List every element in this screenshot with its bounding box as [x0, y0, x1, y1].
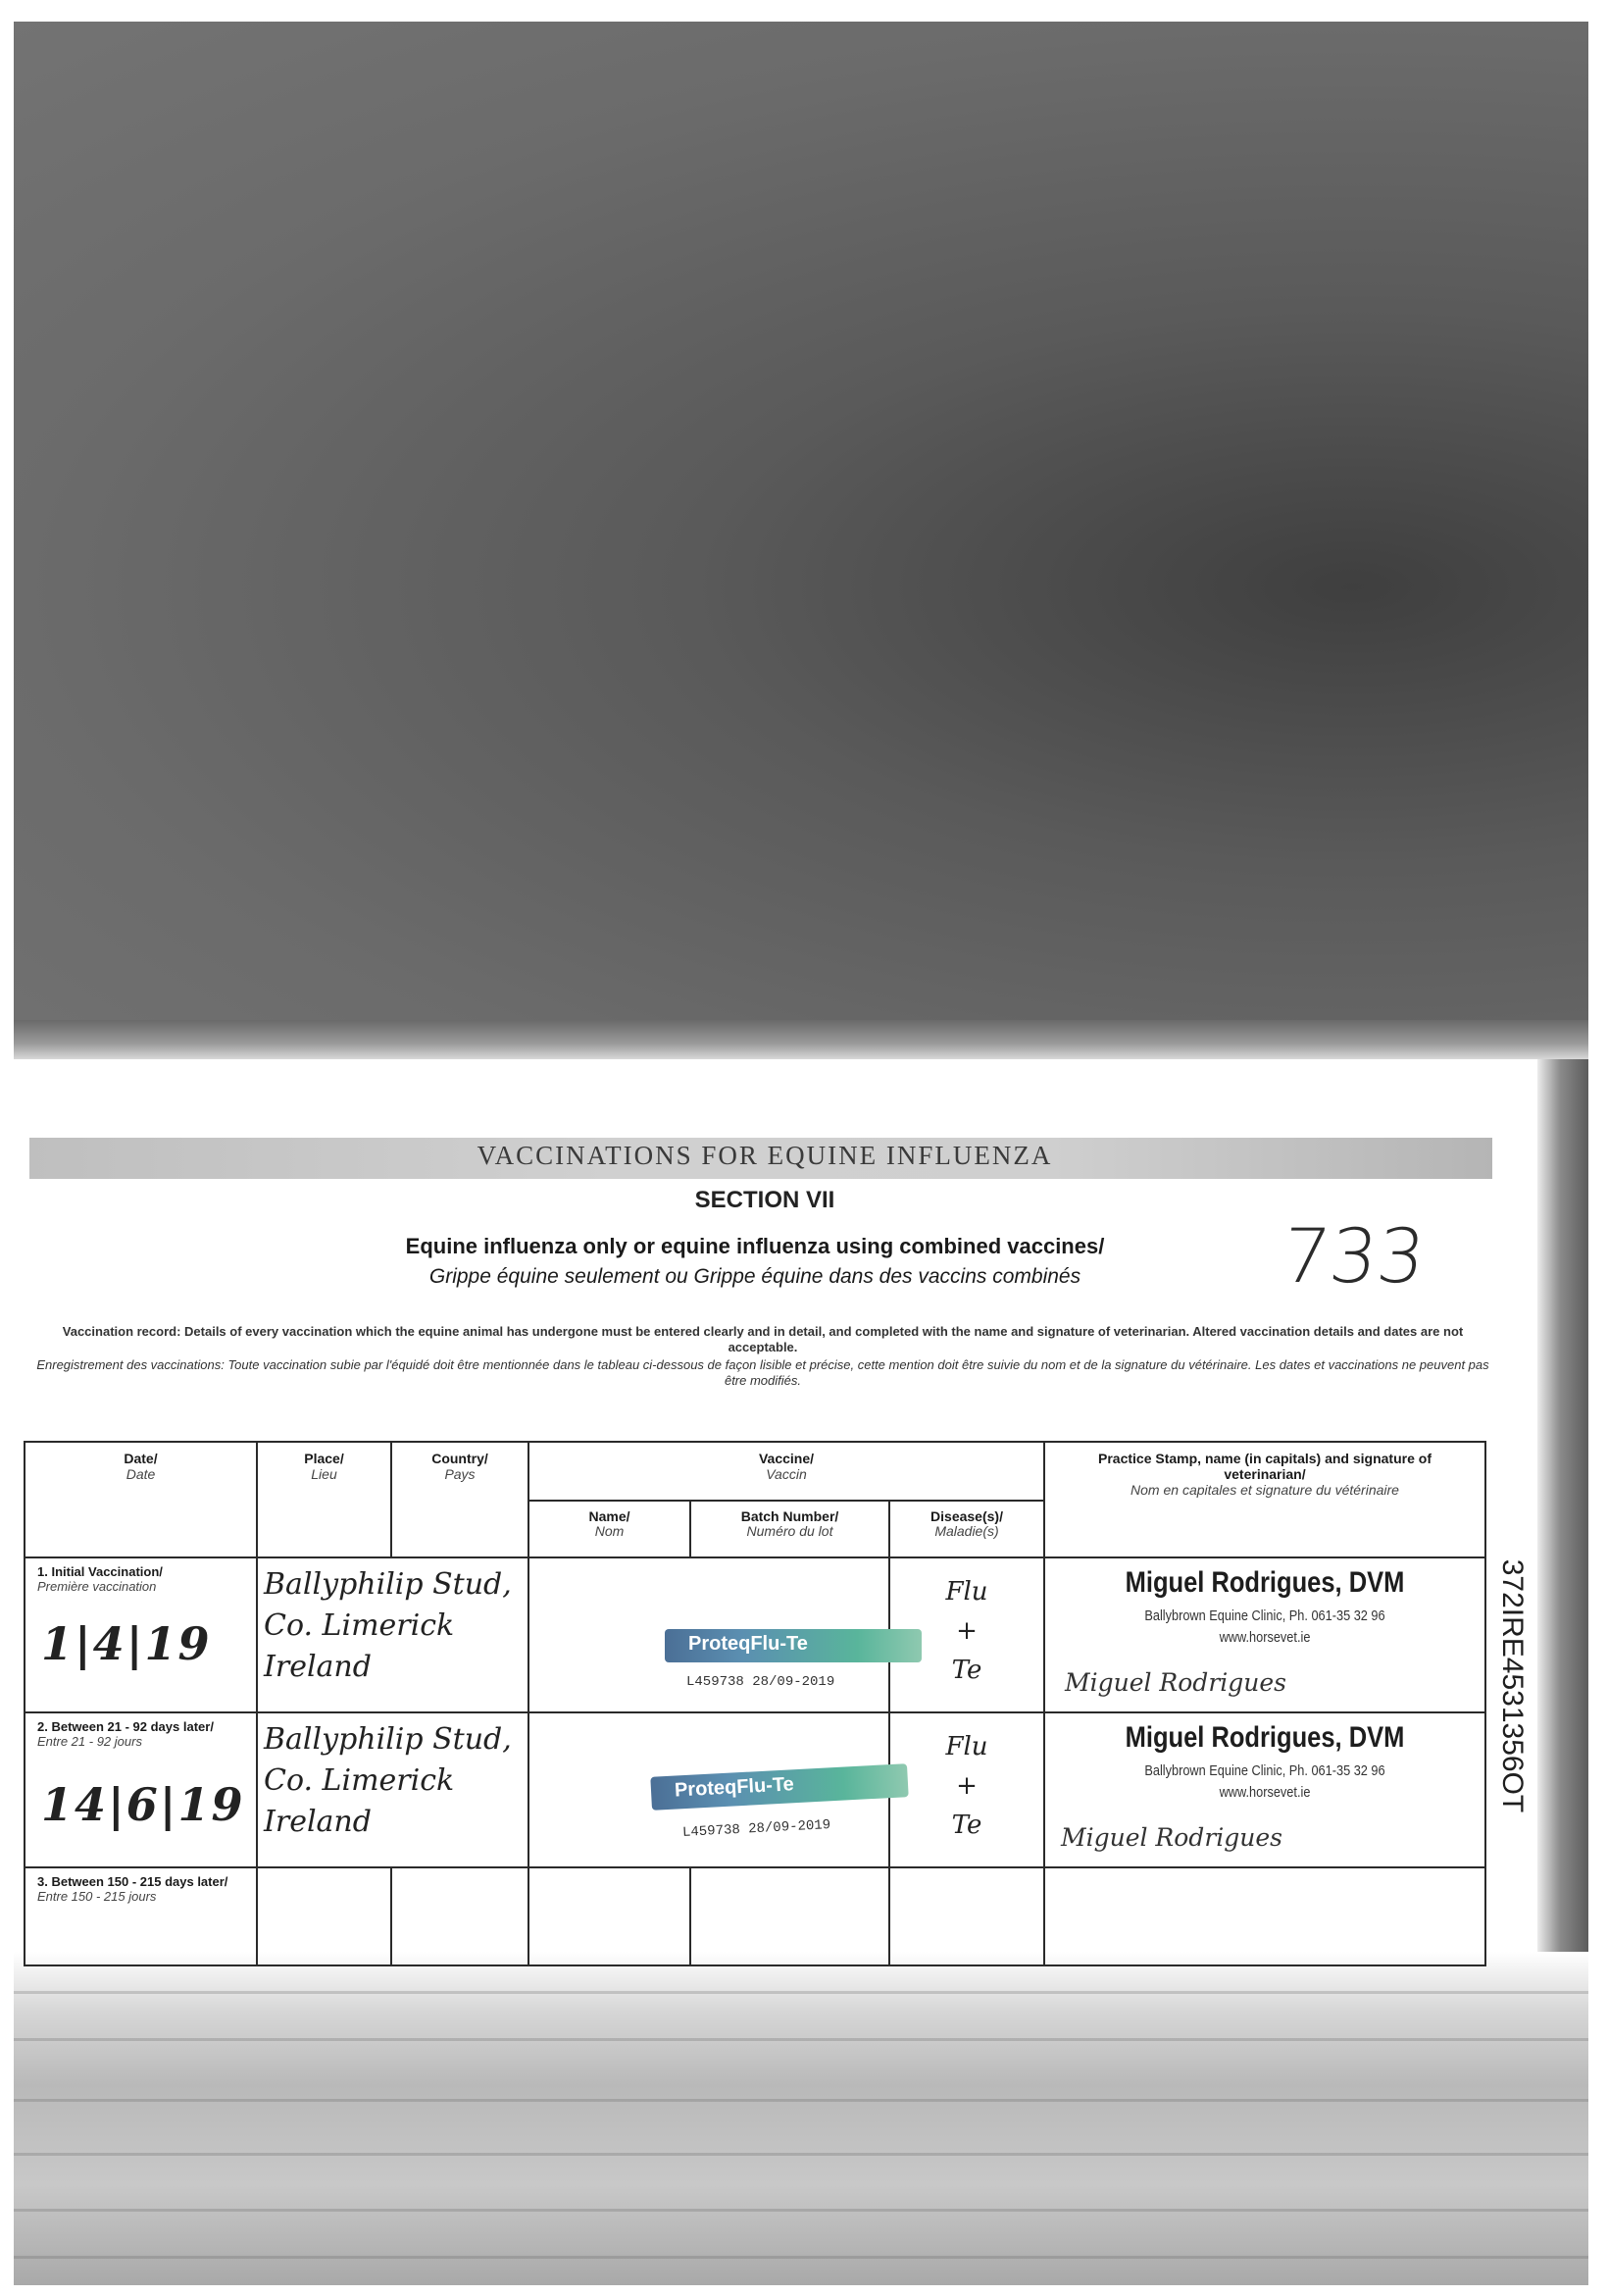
header-vaccine: Vaccine/ Vaccin [528, 1442, 1044, 1501]
row-1-stamp-web: www.horsevet.ie [1219, 1629, 1311, 1646]
header-practice-stamp: Practice Stamp, name (in capitals) and signature of veterinarian/ Nom en capitales et signature du vétérinaire [1044, 1442, 1485, 1557]
subtitle-english: Equine influenza only or equine influenza using combined vaccines/ [405, 1234, 1105, 1258]
subtitle-french: Grippe équine seulement ou Grippe équine dans des vaccins combinés [428, 1265, 1081, 1288]
instructions-french: Enregistrement des vaccinations: Toute vaccination subie par l'équidé doit être mentionnée dans le tableau ci-dessous de façon lisible et précise, cette mention doit être suivie du nom et de la signature du vétérinaire. Les dates et vaccinations ne peuvent pas être modifiés. [36, 1357, 1489, 1388]
header-diseases: Disease(s)/ Maladie(s) [889, 1501, 1044, 1557]
row-2-date: 14|6|19 [41, 1778, 245, 1831]
handwritten-page-number: 733 [1278, 1212, 1430, 1300]
row-1-diseases: Flu + Te [945, 1577, 988, 1685]
row-2-date-cell [25, 1712, 257, 1867]
row-2-place: Ballyphilip Stud, Co. Limerick Ireland [264, 1722, 512, 1839]
row-1-disease-cell [889, 1557, 1044, 1712]
section-number: SECTION VII [694, 1187, 835, 1213]
row-3-country-cell [391, 1867, 528, 1965]
side-serial-number: 372IRE4531356OT [1496, 1558, 1529, 1813]
row-2-signature: Miguel Rodrigues [1061, 1823, 1282, 1852]
row-1-stamp-clinic: Ballybrown Equine Clinic, Ph. 061-35 32 96 [1144, 1607, 1385, 1624]
row-2-diseases: Flu + Te [945, 1732, 988, 1840]
row-3-stage: 3. Between 150 - 215 days later/ [37, 1874, 228, 1889]
row-1-signature: Miguel Rodrigues [1065, 1668, 1286, 1697]
row-2-stamp-cell [1044, 1712, 1485, 1867]
header-country: Country/ Pays [391, 1442, 528, 1557]
row-1-place: Ballyphilip Stud, Co. Limerick Ireland [264, 1567, 512, 1684]
instructions-english: Vaccination record: Details of every vaccination which the equine animal has undergone must be entered clearly and in detail, and completed with the name and signature of veterinarian. Altered vaccination details and dates are not acceptable. [62, 1324, 1464, 1354]
row-2-stamp-clinic: Ballybrown Equine Clinic, Ph. 061-35 32 96 [1144, 1762, 1385, 1779]
row-2-disease-cell [889, 1712, 1044, 1867]
row-1-batch: L459738 28/09-2019 [686, 1674, 835, 1690]
row-1-stage-fr: Première vaccination [37, 1579, 157, 1594]
page-fold-edge [14, 1020, 1588, 1059]
row-3-disease-cell [889, 1867, 1044, 1965]
row-2-place-cell [257, 1712, 528, 1867]
row-1-vaccine-label [665, 1629, 922, 1662]
row-2-vaccine-brand: ProteqFlu-Te [674, 1773, 795, 1802]
row-3-date-cell [25, 1867, 257, 1965]
row-3-vaccine-name-cell [528, 1867, 690, 1965]
row-2-stage: 2. Between 21 - 92 days later/ [37, 1719, 214, 1734]
header-vaccine-name: Name/ Nom [528, 1501, 690, 1557]
header-batch-number: Batch Number/ Numéro du lot [690, 1501, 889, 1557]
row-2-vaccine-label [650, 1763, 908, 1811]
dark-scan-area [14, 22, 1588, 1049]
row-1-date: 1|4|19 [41, 1617, 212, 1670]
row-2-stamp-web: www.horsevet.ie [1219, 1784, 1311, 1801]
header-place: Place/ Lieu [257, 1442, 391, 1557]
row-1-date-cell [25, 1557, 257, 1712]
row-3-stage-fr: Entre 150 - 215 jours [37, 1889, 157, 1904]
row-1-vaccine-brand: ProteqFlu-Te [688, 1633, 808, 1655]
row-2-vaccine-cell [528, 1712, 889, 1867]
row-1-stamp-cell [1044, 1557, 1485, 1712]
row-1-stage: 1. Initial Vaccination/ [37, 1564, 163, 1579]
banner-title: VACCINATIONS FOR EQUINE INFLUENZA [477, 1141, 1053, 1170]
bottom-scan-area [14, 1952, 1588, 2285]
row-2-batch: L459738 28/09-2019 [681, 1817, 831, 1841]
row-2-stage-fr: Entre 21 - 92 jours [37, 1734, 142, 1749]
header-date: Date/ Date [25, 1442, 257, 1557]
row-1-place-cell [257, 1557, 528, 1712]
row-1-stamp-name: Miguel Rodrigues, DVM [1125, 1566, 1405, 1599]
vaccination-record-table [24, 1441, 1486, 1966]
row-3-stamp-cell [1044, 1867, 1485, 1965]
instructions [27, 1324, 1498, 1389]
row-2-stamp-name: Miguel Rodrigues, DVM [1125, 1721, 1405, 1754]
row-1-vaccine-cell [528, 1557, 889, 1712]
row-3-place-cell [257, 1867, 391, 1965]
row-3-batch-cell [690, 1867, 889, 1965]
